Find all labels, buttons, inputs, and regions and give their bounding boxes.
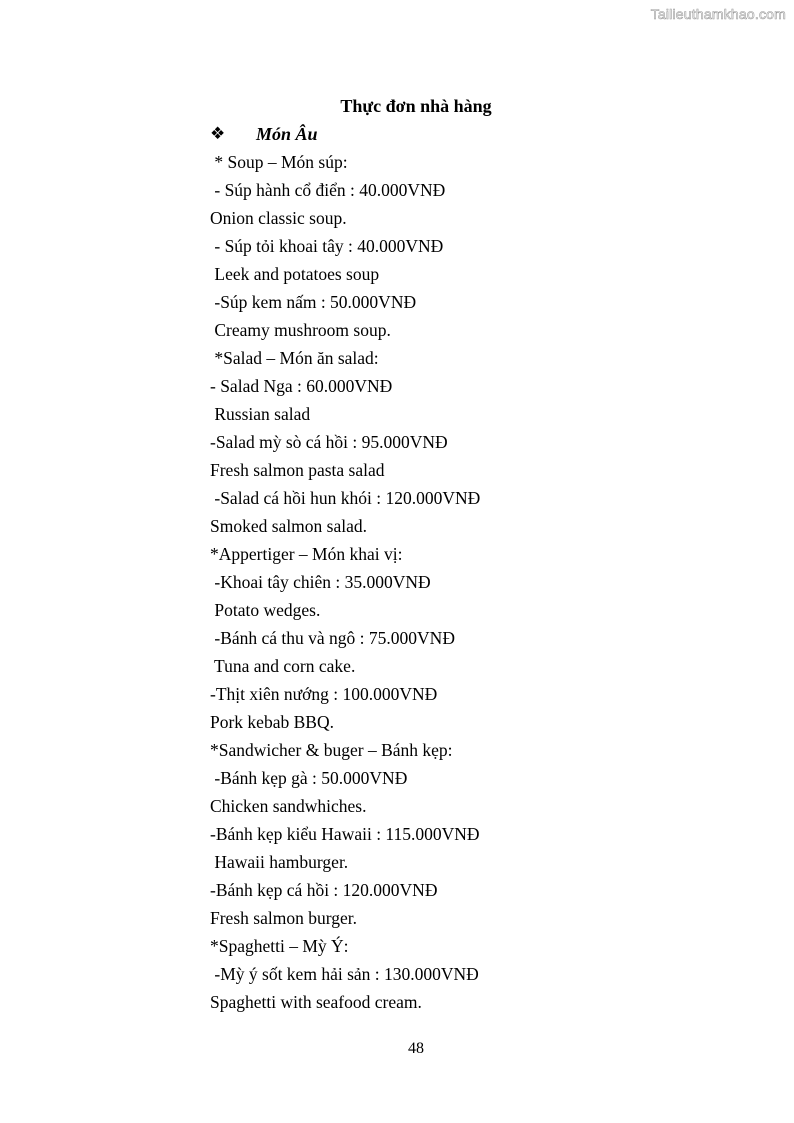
section-heading-text: Món Âu: [256, 124, 318, 144]
menu-line: Fresh salmon pasta salad: [210, 460, 385, 480]
section-heading: [210, 122, 318, 146]
menu-line: *Spaghetti – Mỳ Ý:: [210, 936, 349, 956]
menu-line: Smoked salmon salad.: [210, 516, 367, 536]
menu-line: Pork kebab BBQ.: [210, 712, 334, 732]
menu-line: Potato wedges.: [210, 600, 321, 620]
menu-line: -Khoai tây chiên : 35.000VNĐ: [210, 572, 431, 592]
menu-line: * Soup – Món súp:: [210, 152, 348, 172]
menu-line: - Salad Nga : 60.000VNĐ: [210, 376, 393, 396]
menu-line: Tuna and corn cake.: [210, 656, 356, 676]
menu-line: -Salad mỳ sò cá hồi : 95.000VNĐ: [210, 432, 448, 452]
menu-line: Russian salad: [210, 404, 311, 424]
menu-line: -Bánh kẹp kiểu Hawaii : 115.000VNĐ: [210, 824, 480, 844]
menu-line: Spaghetti with seafood cream.: [210, 992, 422, 1012]
menu-line: Chicken sandwhiches.: [210, 796, 367, 816]
menu-line: -Thịt xiên nướng : 100.000VNĐ: [210, 684, 438, 704]
menu-line: -Súp kem nấm : 50.000VNĐ: [210, 292, 417, 312]
diamond-bullet-icon: ❖: [210, 124, 226, 143]
menu-line: -Bánh kẹp cá hồi : 120.000VNĐ: [210, 880, 438, 900]
menu-line: - Súp hành cổ điển : 40.000VNĐ: [210, 180, 446, 200]
page-title: Thực đơn nhà hàng: [340, 96, 492, 116]
menu-line: Onion classic soup.: [210, 208, 347, 228]
menu-line: *Appertiger – Món khai vị:: [210, 544, 403, 564]
menu-line: -Salad cá hồi hun khói : 120.000VNĐ: [210, 488, 481, 508]
watermark: Tailieuthamkhao.com: [650, 6, 786, 22]
menu-line: Hawaii hamburger.: [210, 852, 349, 872]
menu-line: Fresh salmon burger.: [210, 908, 357, 928]
menu-line: -Bánh cá thu và ngô : 75.000VNĐ: [210, 628, 455, 648]
menu-line: *Salad – Món ăn salad:: [210, 348, 379, 368]
menu-line: *Sandwicher & buger – Bánh kẹp:: [210, 740, 453, 760]
page-number: 48: [408, 1040, 424, 1057]
menu-line: -Mỳ ý sốt kem hải sản : 130.000VNĐ: [210, 964, 479, 984]
menu-line: Creamy mushroom soup.: [210, 320, 391, 340]
menu-line: -Bánh kẹp gà : 50.000VNĐ: [210, 768, 408, 788]
menu-line: - Súp tỏi khoai tây : 40.000VNĐ: [210, 236, 444, 256]
menu-line: Leek and potatoes soup: [210, 264, 380, 284]
